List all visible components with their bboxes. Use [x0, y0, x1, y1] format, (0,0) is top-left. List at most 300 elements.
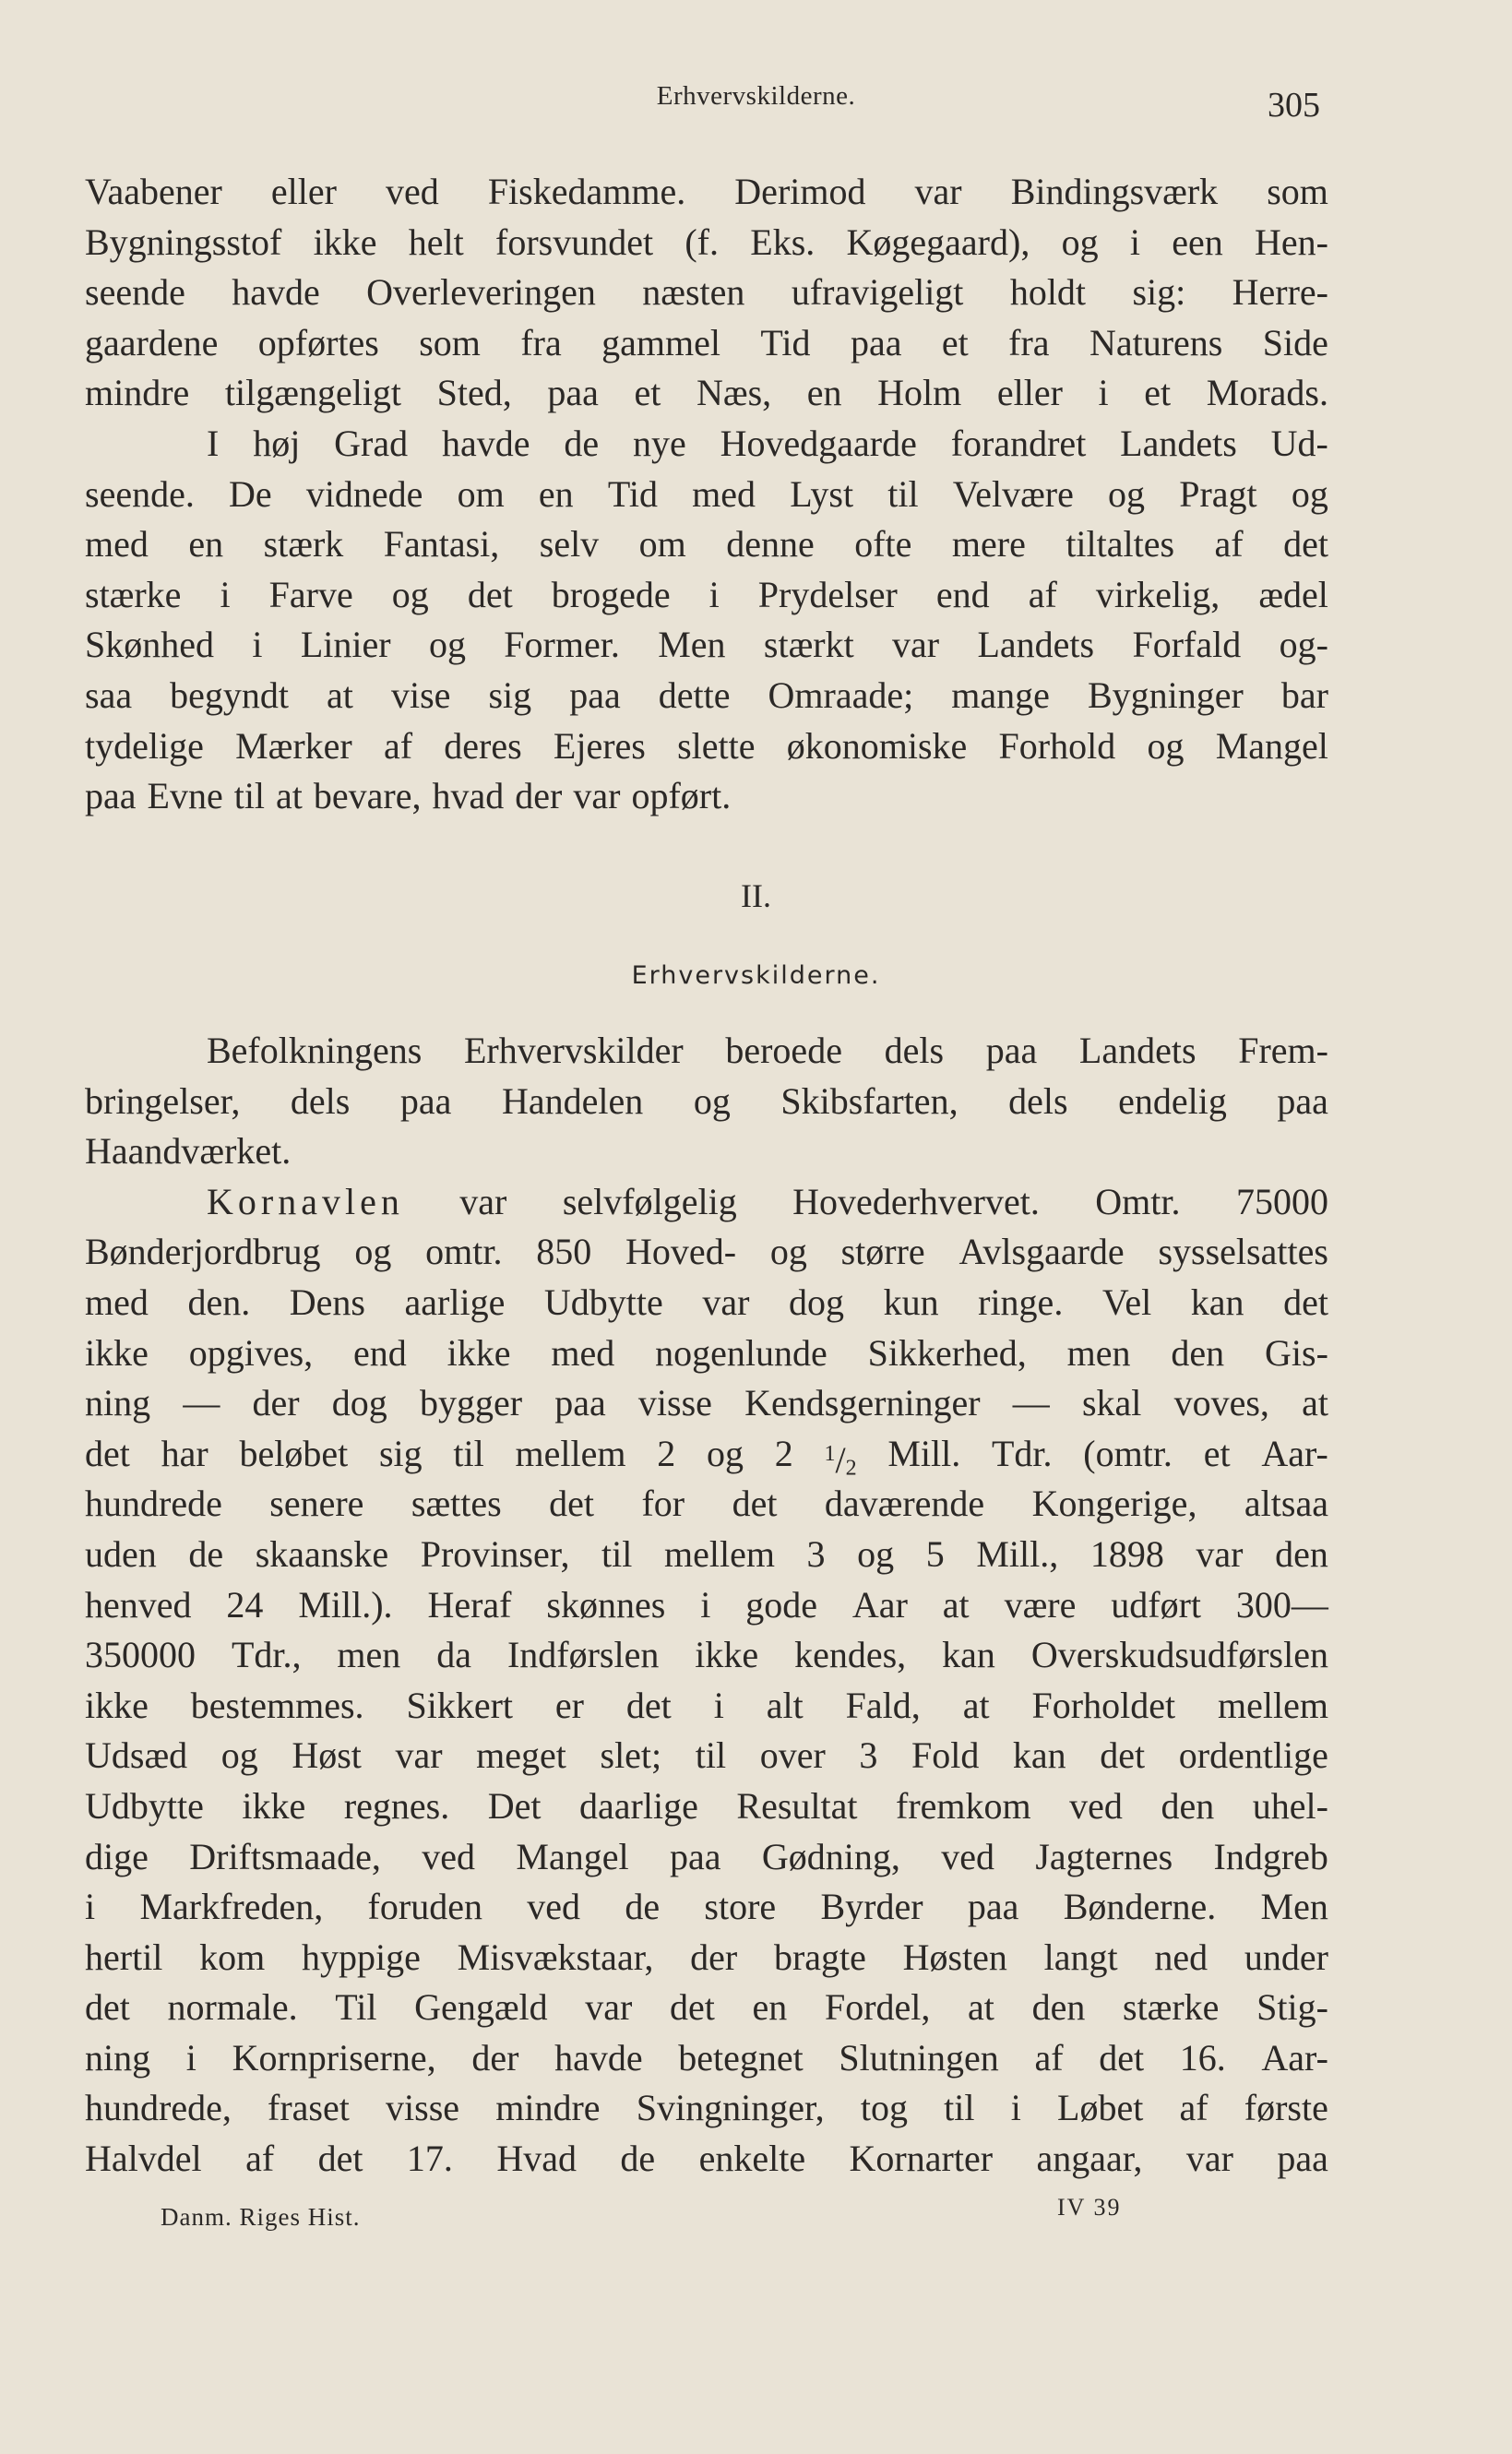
- word: om: [457, 472, 505, 515]
- word: Men: [658, 624, 726, 666]
- text-line: [85, 1227, 1328, 1278]
- word: slette: [677, 724, 756, 767]
- word: Gødning,: [761, 1835, 900, 1877]
- text-line: [85, 721, 1328, 772]
- word: var: [702, 1281, 750, 1323]
- word: til: [233, 775, 266, 817]
- word: den: [1275, 1532, 1328, 1575]
- word: Udbytte: [543, 1281, 663, 1323]
- word: kun: [883, 1281, 939, 1323]
- word: den: [1171, 1331, 1225, 1374]
- word: ikke: [313, 220, 377, 263]
- word: Grad: [334, 422, 409, 464]
- word: 850: [536, 1231, 592, 1273]
- word: vise: [390, 673, 451, 716]
- word: paa: [1277, 1079, 1328, 1122]
- word: Holm: [877, 372, 962, 414]
- word: paa: [399, 1079, 452, 1122]
- word: Landets: [977, 624, 1095, 666]
- section-numeral: II.: [741, 877, 771, 914]
- word: Til: [335, 1986, 377, 2029]
- word: i: [185, 2036, 196, 2079]
- word: det: [1283, 523, 1328, 566]
- word: gaardene: [85, 321, 219, 363]
- word: 2: [657, 1432, 676, 1474]
- word: Vel: [1101, 1281, 1152, 1323]
- word: visse: [386, 2087, 460, 2129]
- word: Overleveringen: [366, 271, 596, 314]
- word: hyppige: [301, 1936, 421, 1978]
- word: en: [188, 523, 224, 566]
- word: der: [252, 1382, 300, 1424]
- word: den: [1031, 1986, 1086, 2029]
- word: hertil: [85, 1936, 163, 1978]
- word: bar: [1280, 673, 1328, 716]
- word: med: [692, 472, 756, 515]
- word: dog: [789, 1281, 844, 1323]
- word: at: [276, 775, 303, 817]
- word: Markfreden,: [139, 1886, 324, 1928]
- word: til: [695, 1734, 727, 1777]
- word: Morads.: [1206, 372, 1328, 414]
- text-line: [85, 268, 1328, 318]
- word: Halvdel: [85, 2138, 202, 2180]
- word: beløbet: [239, 1432, 349, 1474]
- word: og: [1061, 220, 1099, 263]
- word: Bønderjordbrug: [85, 1231, 321, 1273]
- word: ved: [527, 1886, 581, 1928]
- word: Men: [1260, 1886, 1328, 1928]
- word: Herre-: [1232, 271, 1328, 314]
- word: ikke: [85, 1684, 149, 1726]
- word: fraset: [268, 2087, 350, 2129]
- word: til: [453, 1432, 484, 1474]
- word: i: [713, 1684, 724, 1726]
- text-line: [85, 519, 1328, 570]
- word: regnes.: [343, 1784, 450, 1827]
- text-line: [85, 1781, 1328, 1832]
- word: Fiskedamme.: [487, 171, 686, 212]
- word: skønnes: [546, 1583, 666, 1626]
- word: Gengæld: [414, 1986, 548, 2029]
- word: det: [85, 1432, 130, 1474]
- word: tilgængeligt: [224, 372, 402, 414]
- word: i: [1098, 372, 1109, 414]
- word: i: [708, 573, 720, 615]
- word: Farve: [268, 573, 353, 615]
- paragraph-3: [85, 1026, 1328, 1177]
- word: —: [183, 1382, 220, 1424]
- word: dige: [85, 1835, 149, 1877]
- text-line: [85, 1378, 1328, 1429]
- word: saa: [85, 673, 133, 716]
- word: Udsæd: [85, 1734, 188, 1777]
- word: 300—: [1235, 1583, 1328, 1626]
- word: 350000: [85, 1634, 196, 1676]
- word: udført: [1111, 1583, 1202, 1626]
- word: store: [704, 1886, 777, 1928]
- word: visse: [637, 1382, 712, 1424]
- word: der: [471, 2036, 519, 2079]
- word: sig: [488, 673, 532, 716]
- word: i: [220, 573, 231, 615]
- word: mellem: [1217, 1684, 1328, 1726]
- word: normale.: [167, 1986, 298, 2029]
- word: Skibsfarten,: [780, 1079, 958, 1122]
- word: havde: [232, 271, 320, 314]
- word: seende: [85, 271, 185, 314]
- word: stærk: [263, 523, 344, 566]
- word: paa: [985, 1030, 1038, 1071]
- word: bringelser,: [85, 1079, 241, 1122]
- word: kom: [199, 1936, 266, 1978]
- word: Resultat: [736, 1784, 858, 1827]
- text-line: [85, 2134, 1328, 2185]
- word: og-: [1279, 624, 1328, 666]
- text-line: [85, 620, 1328, 671]
- paragraph-4: [85, 1177, 1328, 2185]
- word: stærke: [1123, 1986, 1220, 2029]
- word: var: [585, 1986, 633, 2029]
- word: betegnet: [678, 2036, 804, 2079]
- word: slet;: [600, 1734, 662, 1777]
- text-line: [85, 1077, 1328, 1127]
- word: ning: [85, 2036, 151, 2079]
- word: 16.: [1179, 2036, 1226, 2079]
- text-line: [85, 1933, 1328, 1983]
- word: ned: [1154, 1936, 1208, 1978]
- word: kan: [1190, 1281, 1244, 1323]
- word: Næs,: [696, 372, 772, 414]
- word: under: [1244, 1936, 1328, 1978]
- word: Former.: [504, 624, 620, 666]
- word: mange: [951, 673, 1050, 716]
- word: opgives,: [188, 1331, 314, 1374]
- word: af: [245, 2138, 275, 2180]
- word: forsvundet: [495, 220, 654, 263]
- text-line: [85, 1832, 1328, 1883]
- word: det: [625, 1684, 672, 1726]
- word: ordentlige: [1178, 1734, 1328, 1777]
- word: havde: [554, 2036, 643, 2079]
- word: mindre: [85, 372, 190, 414]
- word: uden: [85, 1532, 157, 1575]
- word: det: [732, 1483, 778, 1525]
- word: uhel-: [1252, 1784, 1328, 1827]
- word: Eks.: [750, 220, 816, 263]
- word: deres: [444, 724, 522, 767]
- word: Det: [487, 1784, 542, 1827]
- word: i: [700, 1583, 711, 1626]
- word: paa: [547, 372, 599, 414]
- word: fremkom: [896, 1784, 1031, 1827]
- word: nye: [633, 422, 686, 464]
- word: Kornpriserne,: [232, 2036, 436, 2079]
- word: i: [1010, 2087, 1021, 2129]
- word: Prydelser: [757, 573, 898, 615]
- word: Kongerige,: [1031, 1483, 1197, 1525]
- word: een: [1172, 220, 1223, 263]
- body-text-top: [85, 167, 1328, 822]
- word: daværende: [824, 1483, 985, 1525]
- word: dels: [1008, 1079, 1068, 1122]
- word: ufravigeligt: [791, 271, 964, 314]
- text-line: [85, 1580, 1328, 1631]
- word: stærke: [85, 573, 182, 615]
- word: meget: [476, 1734, 566, 1777]
- word: det: [670, 1986, 715, 2029]
- word: fra: [1008, 321, 1050, 363]
- word: bygger: [419, 1382, 523, 1424]
- word: og: [693, 1079, 731, 1122]
- text-line: [85, 1530, 1328, 1580]
- word: over: [759, 1734, 826, 1777]
- word: Byrder: [820, 1886, 923, 1928]
- word: var: [459, 1180, 507, 1222]
- word: nogenlunde: [655, 1331, 827, 1374]
- word: og: [857, 1532, 895, 1575]
- word: Hen-: [1255, 220, 1328, 263]
- word: til: [944, 2087, 975, 2129]
- word: eller: [996, 372, 1063, 414]
- word: det: [85, 1986, 130, 2029]
- word: Indførslen: [506, 1634, 660, 1676]
- word: og: [769, 1231, 807, 1273]
- word: I: [207, 422, 220, 464]
- word: var: [1196, 1532, 1244, 1575]
- word: Overskudsudførslen: [1030, 1634, 1328, 1676]
- word: Tid: [760, 321, 811, 363]
- text-line: [85, 368, 1328, 419]
- word: ikke: [85, 1331, 149, 1374]
- word: Side: [1262, 321, 1328, 363]
- word: som: [419, 321, 481, 363]
- word: henved: [85, 1583, 192, 1626]
- word: aarlige: [404, 1281, 506, 1323]
- word: tiltaltes: [1066, 523, 1175, 566]
- word: Erhvervskilder: [463, 1030, 684, 1071]
- word: Tid: [607, 472, 658, 515]
- word: og: [706, 1432, 744, 1474]
- word: Hoved-: [625, 1231, 737, 1273]
- text-line: [85, 1630, 1328, 1681]
- word: altsaa: [1244, 1483, 1328, 1525]
- word: Mangel: [516, 1835, 629, 1877]
- word: havde: [442, 422, 530, 464]
- word: af: [1028, 573, 1057, 615]
- word: endelig: [1118, 1079, 1227, 1122]
- word: et: [634, 372, 661, 414]
- word: Aar-: [1261, 2036, 1328, 2079]
- word: foruden: [367, 1886, 482, 1928]
- word: Mill.).: [298, 1583, 393, 1626]
- word: første: [1244, 2087, 1328, 2129]
- word: omtr.: [425, 1231, 503, 1273]
- text-line: [85, 1882, 1328, 1933]
- word: opført.: [631, 775, 732, 817]
- word: Jagternes: [1035, 1835, 1173, 1877]
- word: Driftsmaade,: [189, 1835, 381, 1877]
- word: Frem-: [1238, 1030, 1328, 1071]
- text-line: [85, 570, 1328, 621]
- word: Lyst: [790, 472, 854, 515]
- word: det: [467, 573, 513, 615]
- word: et: [1144, 372, 1172, 414]
- word: Mærker: [235, 724, 352, 767]
- word: Bygninger: [1087, 673, 1244, 716]
- word: ved: [1069, 1784, 1123, 1827]
- text-line: [85, 419, 1328, 470]
- word: bestemmes.: [190, 1684, 364, 1726]
- word: i: [252, 624, 263, 666]
- word: de: [620, 2138, 656, 2180]
- text-line-fraction: [85, 1429, 1328, 1480]
- word: Velvære: [952, 472, 1074, 515]
- word: gode: [745, 1583, 818, 1626]
- word: og: [1108, 472, 1146, 515]
- text-line: [85, 1681, 1328, 1732]
- word: høj: [253, 422, 301, 464]
- word: denne: [726, 523, 815, 566]
- word: Fold: [911, 1734, 980, 1777]
- word: af: [1034, 2036, 1064, 2079]
- word: ikke: [446, 1331, 511, 1374]
- word: Sikkert: [406, 1684, 513, 1726]
- word: ikke: [242, 1784, 306, 1827]
- word: større: [840, 1231, 925, 1273]
- word: bevare,: [313, 775, 422, 817]
- word: Hovederhvervet.: [792, 1180, 1040, 1222]
- word: at: [942, 1583, 970, 1626]
- word: næsten: [642, 271, 745, 314]
- word: ringe.: [978, 1281, 1064, 1323]
- word: Provinser,: [420, 1532, 570, 1575]
- word: Høsten: [902, 1936, 1007, 1978]
- word: og: [1291, 472, 1328, 515]
- word: Gis-: [1265, 1331, 1328, 1374]
- word: seende.: [85, 472, 195, 515]
- word: Tdr.,: [231, 1634, 302, 1676]
- word: Dens: [289, 1281, 365, 1323]
- word: Fordel,: [824, 1986, 931, 2029]
- word: ved: [941, 1835, 994, 1877]
- paragraph-1: [85, 167, 1328, 419]
- word: Mill.,: [976, 1532, 1059, 1575]
- word: Køgegaard),: [846, 220, 1030, 263]
- word: Skønhed: [85, 624, 214, 666]
- word: dette: [658, 673, 731, 716]
- running-title: Erhvervskilderne.: [656, 81, 856, 111]
- word: var: [914, 171, 962, 212]
- word: at: [327, 673, 353, 716]
- word: Tdr.: [991, 1432, 1053, 1474]
- text-line: [85, 671, 1328, 721]
- word: Bindingsværk: [1010, 171, 1219, 212]
- word: det: [1099, 2036, 1145, 2079]
- word: om: [638, 523, 686, 566]
- word: 24: [226, 1583, 264, 1626]
- word: for: [641, 1483, 685, 1525]
- word: dels: [290, 1079, 351, 1122]
- word: af: [383, 724, 413, 767]
- word: en: [752, 1986, 788, 2029]
- word: end: [935, 573, 990, 615]
- text-line: [85, 1983, 1328, 2033]
- word: det: [317, 2138, 363, 2180]
- word: Landets: [1120, 422, 1237, 464]
- word: til: [601, 1532, 633, 1575]
- word: Landets: [1078, 1030, 1197, 1071]
- word: men: [1066, 1331, 1131, 1374]
- word: en: [538, 472, 574, 515]
- word: paa: [85, 775, 137, 817]
- word: daarlige: [579, 1784, 698, 1827]
- word: Høst: [292, 1734, 362, 1777]
- word: der: [515, 775, 563, 817]
- text-line: [85, 1328, 1328, 1379]
- word: paa: [569, 673, 621, 716]
- word: Svingninger,: [636, 2087, 825, 2129]
- word: virkelig,: [1095, 573, 1220, 615]
- word: sysselsattes: [1158, 1231, 1328, 1273]
- word: hundrede,: [85, 2087, 232, 2129]
- word: fra: [520, 321, 562, 363]
- word: ved: [385, 171, 439, 212]
- word: eller: [270, 171, 337, 212]
- word: Fald,: [845, 1684, 921, 1726]
- word: hundrede: [85, 1483, 222, 1525]
- word: kan: [942, 1634, 995, 1676]
- word: Hvad: [496, 2138, 577, 2180]
- word: med: [85, 1281, 149, 1323]
- word: ædel: [1258, 573, 1328, 615]
- word: Derimod: [734, 171, 866, 212]
- word: Fantasi,: [383, 523, 500, 566]
- text-line: [85, 167, 1328, 218]
- text-line: [85, 2033, 1328, 2084]
- word: at: [968, 1986, 994, 2029]
- word: og: [428, 624, 466, 666]
- text-line: [85, 2083, 1328, 2134]
- fraction-denominator: 2: [845, 1456, 857, 1481]
- word: Aar: [851, 1583, 908, 1626]
- word: Bygningsstof: [85, 220, 282, 263]
- word: 5: [925, 1532, 945, 1575]
- word: skaanske: [255, 1532, 389, 1575]
- word: helt: [408, 220, 464, 263]
- word: tog: [860, 2087, 908, 2129]
- word: Forhold: [998, 724, 1116, 767]
- word: Sikkerhed,: [867, 1331, 1027, 1374]
- word: et: [941, 321, 969, 363]
- word: 17.: [406, 2138, 453, 2180]
- body-text-bottom: [85, 1026, 1328, 2185]
- footer-sheet-mark: IV 39: [1057, 2194, 1122, 2221]
- word: de: [188, 1532, 224, 1575]
- text-line: [85, 771, 1328, 822]
- word: Avlsgaarde: [958, 1231, 1125, 1273]
- word: Ud-: [1270, 422, 1328, 464]
- page-number: 305: [1268, 86, 1320, 125]
- word: med: [551, 1331, 615, 1374]
- word: mellem: [663, 1532, 775, 1575]
- word: 3: [806, 1532, 826, 1575]
- word: ikke: [695, 1634, 759, 1676]
- word: at: [1302, 1382, 1328, 1424]
- word: angaar,: [1036, 2138, 1143, 2180]
- word: Hovedgaarde: [720, 422, 917, 464]
- word: Aar-: [1261, 1432, 1328, 1474]
